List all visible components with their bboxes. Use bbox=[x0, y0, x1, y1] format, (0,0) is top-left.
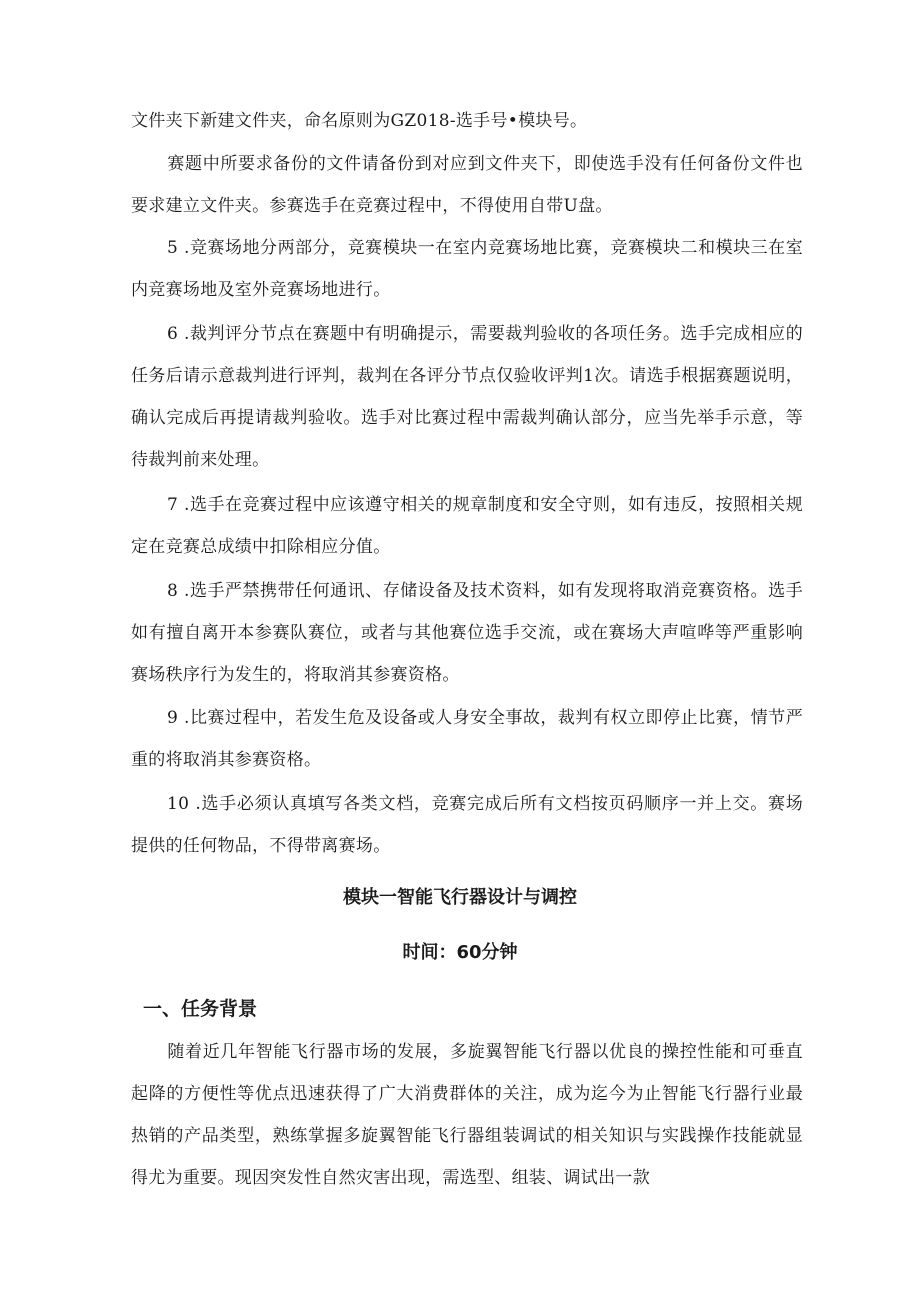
paragraph-rule-9: 9 .比赛过程中，若发生危及设备或人身安全事故，裁判有权立即停止比赛，情节严重的将取消其参赛资格。 bbox=[131, 708, 803, 770]
module-title: 模块一智能飞行器设计与调控 bbox=[343, 887, 577, 908]
paragraph-rule-7: 7 .选手在竞赛过程中应该遵守相关的规章制度和安全守则，如有违反，按照相关规定在竞赛总成绩中扣除相应分值。 bbox=[131, 495, 803, 557]
paragraph-task-background: 随着近几年智能飞行器市场的发展，多旋翼智能飞行器以优良的操控性能和可垂直起降的方便性等优点迅速获得了广大消费群体的关注，成为迄今为止智能飞行器行业最热销的产品类型，熟练掌握多旋翼智能飞行器组装调试的相关知识与实践操作技能就显得尤为重要。现因突发性自然灾害出现，需选型、组装、调试出一款 bbox=[131, 1042, 803, 1188]
paragraph-backup-files: 赛题中所要求备份的文件请备份到对应到文件夹下，即使选手没有任何备份文件也要求建立文件夹。参赛选手在竞赛过程中，不得使用自带U盘。 bbox=[131, 154, 803, 216]
time-label: 时间：60分钟 bbox=[402, 942, 518, 963]
paragraph-rule-6: 6 .裁判评分节点在赛题中有明确提示，需要裁判验收的各项任务。选手完成相应的任务后请示意裁判进行评判，裁判在各评分节点仅验收评判1次。请选手根据赛题说明，确认完成后再提请裁判验收。选手对比赛过程中需裁判确认部分，应当先举手示意，等待裁判前来处理。 bbox=[131, 324, 803, 470]
paragraph-folder-naming: 文件夹下新建文件夹，命名原则为GZ018-选手号•模块号。 bbox=[131, 111, 588, 131]
paragraph-rule-8: 8 .选手严禁携带任何通讯、存储设备及技术资料，如有发现将取消竞赛资格。选手如有擅自离开本参赛队赛位，或者与其他赛位选手交流，或在赛场大声喧哗等严重影响赛场秩序行为发生的，将取消其参赛资格。 bbox=[131, 581, 803, 685]
paragraph-rule-10: 10 .选手必须认真填写各类文档，竞赛完成后所有文档按页码顺序一并上交。赛场提供的任何物品，不得带离赛场。 bbox=[131, 794, 803, 856]
section-heading: 一、任务背景 bbox=[143, 998, 258, 1020]
paragraph-rule-5: 5 .竞赛场地分两部分，竞赛模块一在室内竞赛场地比赛，竞赛模块二和模块三在室内竞赛场地及室外竞赛场地进行。 bbox=[131, 238, 803, 300]
